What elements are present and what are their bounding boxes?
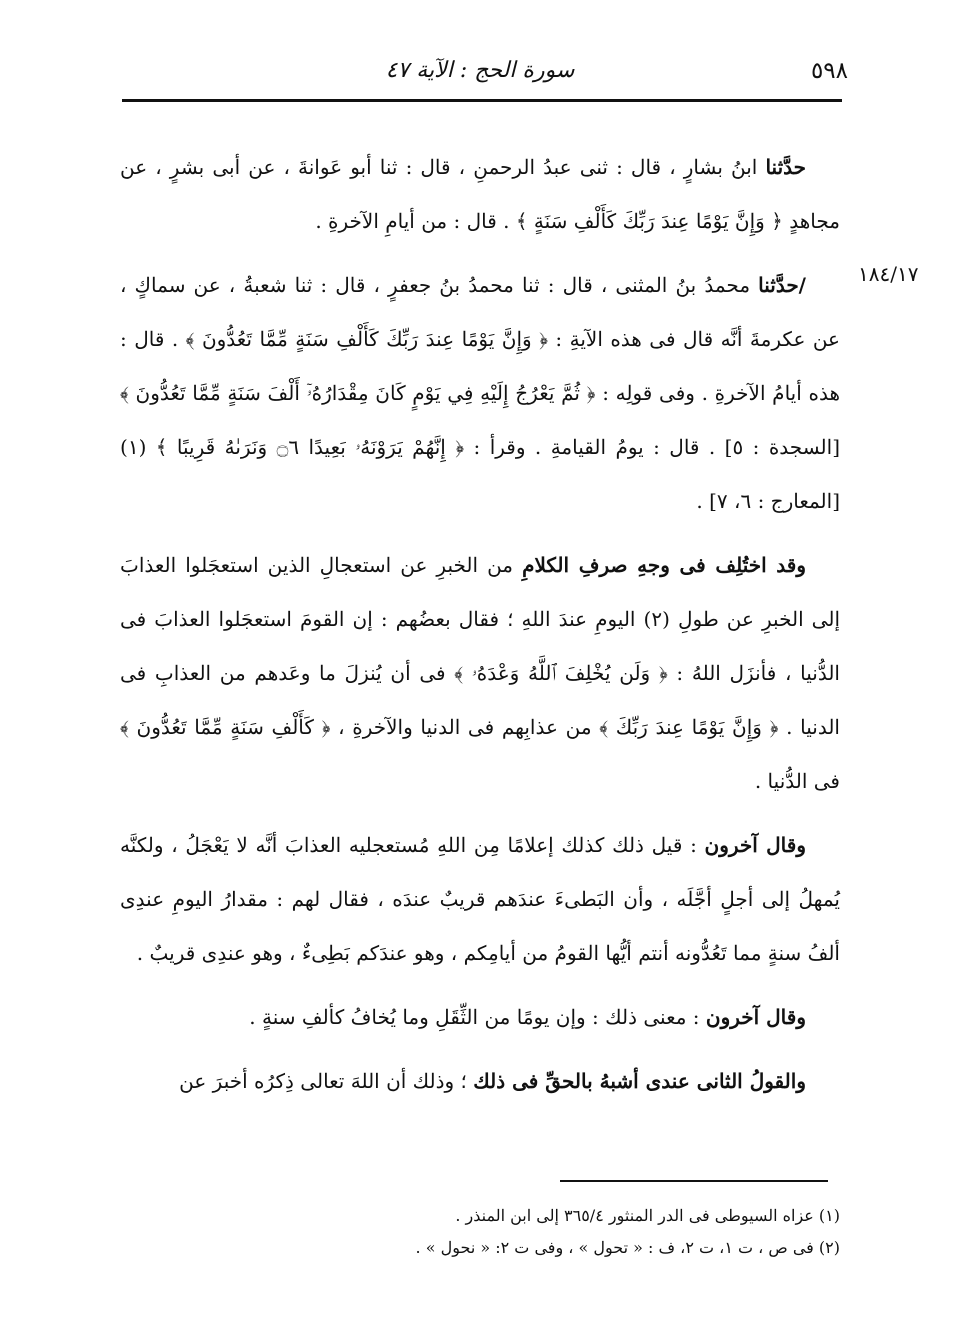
paragraph-others-2	[120, 990, 840, 1044]
paragraph-lead: وقد اختُلِف فى وجهِ صرفِ الكلامِ	[522, 553, 807, 577]
footnote-2: (٢) فى ص ، ت ١، ت ٢، ف : « تحول » ، وفى ت ٢: « نحول » .	[415, 1238, 840, 1257]
paragraph-others-1	[120, 818, 840, 980]
paragraph-lead: وقال آخرون	[705, 1005, 806, 1029]
paragraph-text: محمدُ بنُ المثنى ، قال : ثنا محمدُ بنُ جعفرٍ ، قال : ثنا شعبةُ ، عن سماكٍ ، عن عكرمةَ أنَّه قال فى هذه الآيةِ : ﴿ وَإِنَّ يَوْمًا عِندَ رَبِّكَ كَأَلْفِ سَنَةٍ مِّمَّا تَعُدُّونَ ﴾ . قال : هذه أيامُ الآخرةِ . وفى قولِه : ﴿ ثُمَّ يَعْرُجُ إِلَيْهِ فِي يَوْمٍ كَانَ مِقْدَارُهُۥٓ أَلْفَ سَنَةٍ مِّمَّا تَعُدُّونَ ﴾ [السجدة : ٥] . قال : يومُ القيامةِ . وقرأ : ﴿ إِنَّهُمْ يَرَوْنَهُۥ بَعِيدًا ۝٦ وَنَرَىٰهُ قَرِيبًا ﴾ (١) [المعارج : ٦، ٧] .	[120, 273, 841, 513]
running-title: سورة الحج : الآية ٤٧	[385, 58, 575, 83]
paragraph-lead: /حدَّثنا	[758, 273, 806, 297]
paragraph-hadith-2	[120, 258, 840, 528]
paragraph-text: : قيل ذلك كذلك إعلامًا مِن اللهِ مُستعجليه العذابَ أنَّه لا يَعْجَلُ ، ولكنَّه يُمهلُ إلى أجلٍ أجَّلَه ، وأن البَطىءَ عندَهم قريبٌ عندَه ، فقال لهم : مقدارُ اليومِ عندِى ألفُ سنةٍ مما تَعُدُّونه أنتم أيُّها القومُ من أيامِكم ، وهو عندَكم بَطِىءٌ ، وهو عندِى قريبٌ .	[120, 833, 840, 965]
page-number: ٥٩٨	[810, 58, 848, 84]
paragraph-text: ؛ وذلك أن اللهَ تعالى ذِكرُه أخبرَ عن	[179, 1069, 474, 1093]
paragraph-lead: حدَّثنا	[765, 155, 806, 179]
body-text	[120, 140, 840, 1118]
footnote-rule	[560, 1180, 828, 1182]
paragraph-text: ابنُ بشارٍ ، قال : ثنى عبدُ الرحمنِ ، قال : ثنا أبو عَوانةَ ، عن أبى بشرٍ ، عن مجاهدٍ ﴿ وَإِنَّ يَوْمًا عِندَ رَبِّكَ كَأَلْفِ سَنَةٍ ﴾ . قال : من أيامِ الآخرةِ .	[120, 155, 840, 233]
paragraph-disagreement	[120, 538, 840, 808]
header-rule	[122, 99, 842, 102]
footnote-1: (١) عزاه السيوطى فى الدر المنثور ٣٦٥/٤ إلى ابن المنذر .	[455, 1206, 840, 1225]
paragraph-text: من الخبرِ عن استعجالِ الذين استعجَلوا العذابَ إلى الخبرِ عن طولِ (٢) اليومِ عندَ اللهِ ؛ فقال بعضُهم : إن القومَ استعجَلوا العذابَ فى الدُّنيا ، فأنزَل اللهُ : ﴿ وَلَن يُخْلِفَ ٱللَّهُ وَعْدَهُۥ ﴾ فى أن يُنزلَ ما وعَدهم من العذابِ فى الدنيا . ﴿ وَإِنَّ يَوْمًا عِندَ رَبِّكَ ﴾ من عذابِهم فى الدنيا والآخرةِ ، ﴿ كَأَلْفِ سَنَةٍ مِّمَّا تَعُدُّونَ ﴾ فى الدُّنيا .	[120, 553, 840, 793]
paragraph-conclusion	[120, 1054, 840, 1108]
paragraph-lead: وقال آخرون	[704, 833, 806, 857]
footnotes	[120, 1200, 840, 1264]
paragraph-text: : معنى ذلك : وإن يومًا من الثِّقَلِ وما يُخافُ كألفِ سنةٍ .	[249, 1005, 706, 1029]
paragraph-lead: والقولُ الثانى عندى أشبهُ بالحقِّ فى ذلك	[473, 1069, 806, 1093]
paragraph-hadith-1	[120, 140, 840, 248]
margin-reference: ١٨٤/١٧	[858, 262, 919, 286]
